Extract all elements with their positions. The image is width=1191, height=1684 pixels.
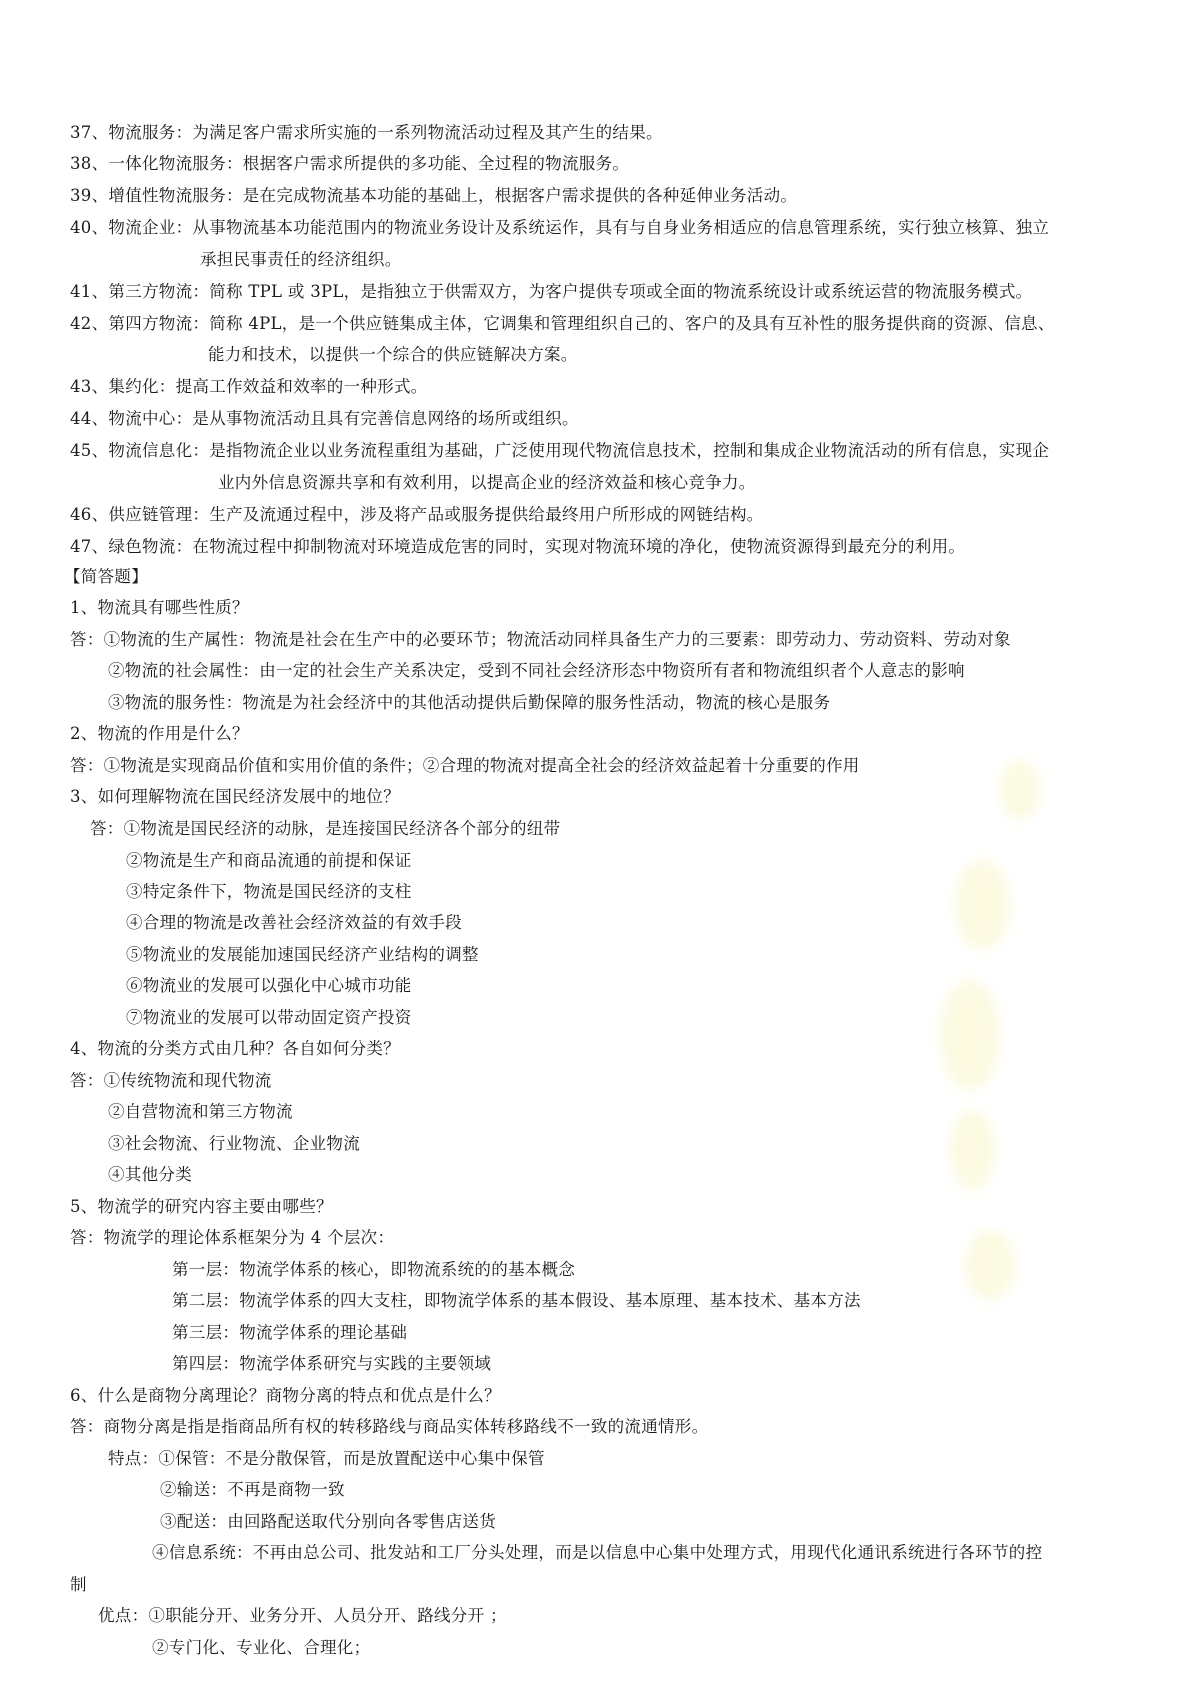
- answer-1-line: ③物流的服务性：物流是为社会经济中的其他活动提供后勤保障的服务性活动，物流的核心是服务: [108, 693, 831, 712]
- section-title: 【简答题】: [64, 567, 148, 586]
- answer-5-line: 第三层：物流学体系的理论基础: [172, 1323, 408, 1342]
- answer-4-line: ③社会物流、行业物流、企业物流: [108, 1134, 360, 1153]
- question-2: 2、物流的作用是什么？: [70, 724, 249, 743]
- definition-37: 37、物流服务：为满足客户需求所实施的一系列物流活动过程及其产生的结果。: [70, 123, 663, 142]
- answer-1-line: 答：①物流的生产属性：物流是社会在生产中的必要环节；物流活动同样具备生产力的三要素：即劳动力、劳动资料、劳动对象: [70, 630, 1011, 649]
- answer-5-line: 第一层：物流学体系的核心，即物流系统的的基本概念: [172, 1260, 576, 1279]
- definition-47: 47、绿色物流：在物流过程中抑制物流对环境造成危害的同时，实现对物流环境的净化，使物流资源得到最充分的利用。: [70, 537, 966, 556]
- paper-stain: [965, 1230, 1015, 1300]
- answer-4-line: 答：①传统物流和现代物流: [70, 1071, 272, 1090]
- definition-42: 42、第四方物流：简称 4PL，是一个供应链集成主体，它调集和管理组织自己的、客户的及具有互补性的服务提供商的资源、信息、: [70, 314, 1055, 333]
- definition-41: 41、第三方物流：简称 TPL 或 3PL，是指独立于供需双方，为客户提供专项或全面的物流系统设计或系统运营的物流服务模式。: [70, 282, 1033, 301]
- question-3: 3、如何理解物流在国民经济发展中的地位？: [70, 787, 400, 806]
- answer-6-line: 优点：①职能分开、业务分开、人员分开、路线分开 ；: [98, 1606, 507, 1625]
- answer-3-line: ⑥物流业的发展可以强化中心城市功能: [126, 976, 412, 995]
- question-6: 6、什么是商物分离理论？商物分离的特点和优点是什么？: [70, 1386, 501, 1405]
- answer-3-line: ⑦物流业的发展可以带动固定资产投资: [126, 1008, 412, 1027]
- answer-1-line: ②物流的社会属性：由一定的社会生产关系决定，受到不同社会经济形态中物资所有者和物流组织者个人意志的影响: [108, 661, 965, 680]
- answer-6-line: ②专门化、专业化、合理化；: [152, 1638, 371, 1657]
- answer-5-line: 答：物流学的理论体系框架分为 4 个层次：: [70, 1228, 395, 1247]
- answer-6-line: 答：商物分离是指是指商品所有权的转移路线与商品实体转移路线不一致的流通情形。: [70, 1417, 709, 1436]
- answer-3-line: ④合理的物流是改善社会经济效益的有效手段: [126, 913, 462, 932]
- paper-stain: [940, 980, 1000, 1090]
- answer-6-line: ②输送：不再是商物一致: [160, 1480, 345, 1499]
- answer-4-line: ④其他分类: [108, 1165, 192, 1184]
- answer-2-line: 答：①物流是实现商品价值和实用价值的条件；②合理的物流对提高全社会的经济效益起着十分重要的作用: [70, 756, 860, 775]
- definition-40-continuation: 承担民事责任的经济组织。: [200, 250, 402, 269]
- question-1: 1、物流具有哪些性质？: [70, 598, 249, 617]
- definition-44: 44、物流中心：是从事物流活动且具有完善信息网络的场所或组织。: [70, 409, 579, 428]
- definition-46: 46、供应链管理：生产及流通过程中，涉及将产品或服务提供给最终用户所形成的网链结构。: [70, 505, 764, 524]
- answer-5-line: 第四层：物流学体系研究与实践的主要领域: [172, 1354, 492, 1373]
- paper-stain: [1000, 760, 1040, 820]
- answer-6-line: ③配送：由回路配送取代分别向各零售店送货: [160, 1512, 496, 1531]
- answer-3-line: ②物流是生产和商品流通的前提和保证: [126, 851, 412, 870]
- answer-3-line: 答：①物流是国民经济的动脉，是连接国民经济各个部分的纽带: [90, 819, 561, 838]
- answer-6-line: 制: [70, 1575, 87, 1594]
- answer-4-line: ②自营物流和第三方物流: [108, 1102, 293, 1121]
- answer-6-line: 特点：①保管：不是分散保管，而是放置配送中心集中保管: [108, 1449, 545, 1468]
- answer-3-line: ③特定条件下，物流是国民经济的支柱: [126, 882, 412, 901]
- question-4: 4、物流的分类方式由几种？各自如何分类？: [70, 1039, 400, 1058]
- definition-42-continuation: 能力和技术，以提供一个综合的供应链解决方案。: [208, 345, 578, 364]
- question-5: 5、物流学的研究内容主要由哪些？: [70, 1197, 333, 1216]
- definition-39: 39、增值性物流服务：是在完成物流基本功能的基础上，根据客户需求提供的各种延伸业务活动。: [70, 186, 798, 205]
- definition-43: 43、集约化：提高工作效益和效率的一种形式。: [70, 377, 428, 396]
- paper-stain: [950, 1110, 995, 1190]
- answer-3-line: ⑤物流业的发展能加速国民经济产业结构的调整: [126, 945, 479, 964]
- definition-40: 40、物流企业：从事物流基本功能范围内的物流业务设计及系统运作，具有与自身业务相适应的信息管理系统，实行独立核算、独立: [70, 218, 1050, 237]
- paper-stain: [955, 860, 1010, 950]
- definition-45: 45、物流信息化：是指物流企业以业务流程重组为基础，广泛使用现代物流信息技术，控制和集成企业物流活动的所有信息，实现企: [70, 441, 1050, 460]
- answer-6-line: ④信息系统：不再由总公司、批发站和工厂分头处理，而是以信息中心集中处理方式，用现代化通讯系统进行各环节的控: [152, 1543, 1043, 1562]
- definition-45-continuation: 业内外信息资源共享和有效利用，以提高企业的经济效益和核心竞争力。: [218, 473, 756, 492]
- definition-38: 38、一体化物流服务：根据客户需求所提供的多功能、全过程的物流服务。: [70, 154, 630, 173]
- answer-5-line: 第二层：物流学体系的四大支柱，即物流学体系的基本假设、基本原理、基本技术、基本方法: [172, 1291, 861, 1310]
